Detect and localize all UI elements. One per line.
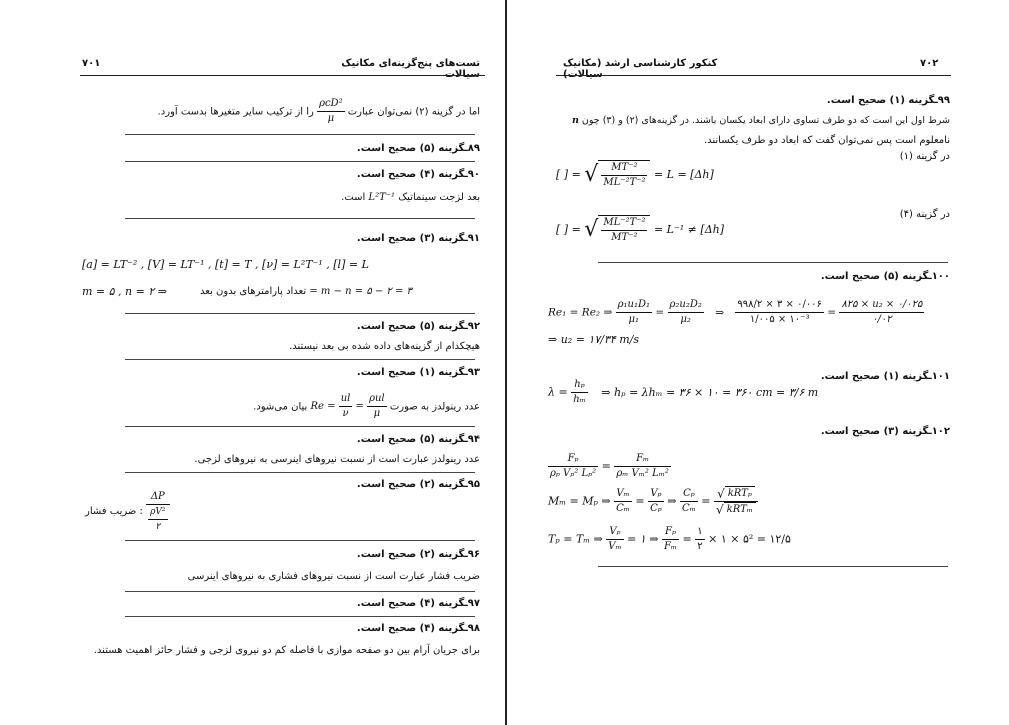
- q101-frac: [571, 378, 588, 407]
- left-header-rule: [80, 75, 485, 76]
- q94-number: ۹۴ـ: [464, 434, 480, 445]
- q102-e2-sqrt-num: kRTₚ: [725, 486, 755, 501]
- q102-e3-half-num: ۱: [695, 525, 704, 540]
- separator: [125, 359, 475, 360]
- q99-eq4: [556, 215, 724, 245]
- q102-e3-half-den: ۲: [697, 541, 703, 552]
- separator: [125, 218, 475, 219]
- separator: [125, 134, 475, 135]
- q95-inner-den: ۲: [155, 522, 161, 532]
- q90-number: ۹۰ـ: [464, 169, 480, 180]
- q99-body2: نامعلوم است پس نمی‌توان گفت که ابعاد دو طرف یکسانند.: [703, 135, 950, 146]
- q100-arrow: ⇒: [715, 306, 725, 319]
- separator: [125, 313, 475, 314]
- q100-frac1-num: ρ₁u₁D₁: [616, 298, 652, 313]
- intro-text-after: را از ترکیب سایر متغیرها بدست آورد.: [157, 106, 314, 118]
- q92-body: هیچکدام از گزینه‌های داده شده بی بعد نیستند.: [289, 341, 480, 352]
- q91-mn: m = ۵ , n = ۲ ⇒: [82, 285, 167, 298]
- q99-eq4-den: MT⁻²: [611, 232, 638, 243]
- q102-e2-lhs: Mₘ = Mₚ ⇒: [548, 494, 611, 508]
- q97-number: ۹۷ـ: [464, 598, 480, 609]
- q102-e1-frac1-den: ρₚ Vₚ² Lₚ²: [550, 468, 597, 479]
- q94-body: عدد رینولدز عبارت است از نسبت نیروهای اینرسی به نیروهای لزجی.: [194, 454, 480, 465]
- q100-lhs: Re₁ = Re₂ ⇒: [548, 306, 613, 319]
- q100-frac1: [616, 298, 652, 327]
- q102-e3-frac2-den: Fₘ: [663, 541, 678, 552]
- q102-e2-frac2: [648, 487, 664, 516]
- q101-frac-den: hₘ: [573, 394, 586, 405]
- q93-body: [225, 392, 480, 421]
- q101-lhs: λ =: [548, 385, 568, 399]
- separator: [125, 161, 475, 162]
- intro-fraction: [317, 97, 345, 126]
- q95-number: ۹۵ـ: [464, 479, 480, 490]
- q91-count-eq: = m − n = ۵ − ۲ = ۳: [309, 286, 412, 297]
- sqrt-icon: √: [716, 502, 724, 517]
- q95-inner-frac: [148, 505, 167, 534]
- intro-text-before: اما در گزینه (۲) نمی‌توان عبارت: [347, 106, 480, 118]
- q91-answer-text: گزینه (۳) صحیح است.: [356, 233, 465, 244]
- q97-answer-text: گزینه (۴) صحیح است.: [356, 598, 465, 609]
- right-header-title: کنکور کارشناسی ارشد (مکانیک سیالات): [563, 58, 718, 80]
- q96-answer-text: گزینه (۲) صحیح است.: [356, 549, 465, 560]
- q93-frac2: [367, 392, 387, 421]
- q93-frac2-num: ρul: [367, 392, 387, 407]
- q102-e3-frac1-num: Vₚ: [606, 525, 623, 540]
- right-page-number: ۷۰۲: [920, 58, 939, 69]
- q102-e2-frac1-num: Vₘ: [614, 487, 632, 502]
- q99-body1-text: شرط اول این است که دو طرف تساوی دارای ابعاد یکسان باشند. در گزینه‌های (۲) و (۳) چون: [581, 115, 950, 126]
- q98-number: ۹۸ـ: [464, 623, 480, 634]
- left-header-title: تست‌های پنج‌گزینه‌ای مکانیک سیالات: [341, 58, 480, 80]
- sqrt-icon: √: [717, 486, 725, 501]
- sqrt-icon: √: [584, 162, 599, 187]
- q102-e1-frac2-den: ρₘ Vₘ² Lₘ²: [616, 468, 669, 479]
- q98-answer: [250, 622, 480, 636]
- q100-result: ⇒ u₂ = ۱۷/۳۴ m/s: [548, 333, 640, 346]
- q100-number: ۱۰۰ـ: [928, 271, 950, 282]
- q102-e2-frac1: [614, 487, 632, 516]
- q95-frac-num: ΔP: [146, 490, 169, 505]
- q99-eq1-sqrt: [598, 160, 650, 190]
- q102-e3-frac2: [662, 525, 679, 554]
- intro-frac-num: ρcD²: [317, 97, 345, 112]
- separator: [598, 262, 948, 263]
- q90-body-before: بعد لزجت سینماتیک: [398, 192, 480, 203]
- q102-e2-frac2-den: Cₚ: [650, 503, 662, 514]
- q93-frac2-den: μ: [373, 408, 381, 419]
- q90-answer-text: گزینه (۴) صحیح است.: [356, 169, 465, 180]
- separator: [598, 566, 948, 567]
- q100-frac3-den: ۱/۰۰۵ × ۱۰⁻³: [749, 314, 810, 325]
- q99-opt4-label: در گزینه (۴): [899, 209, 950, 220]
- q102-e3-frac1: [606, 525, 623, 554]
- q99-number: ۹۹ـ: [934, 95, 950, 106]
- q101-answer-text: گزینه (۱) صحیح است.: [820, 371, 929, 382]
- q99-body1: [553, 114, 950, 128]
- intro-line: [157, 97, 480, 126]
- q100-answer: [708, 270, 950, 284]
- q99-eq1-rhs: = L = [Δh]: [653, 168, 714, 181]
- q92-answer-text: گزینه (۵) صحیح است.: [356, 321, 465, 332]
- q93-body-before: عدد رینولدز به صورت: [389, 401, 480, 413]
- q99-eq4-sqrt: [598, 215, 650, 245]
- q93-frac1-den: ν: [342, 408, 349, 419]
- q93-formula: Re = $\frac{ul}{\nu}$ = $\frac{\text{ρul}}{\mu}$: [310, 393, 385, 419]
- q93-answer-text: گزینه (۱) صحیح است.: [356, 367, 465, 378]
- q93-body-after: بیان می‌شود.: [253, 401, 308, 413]
- q99-opt1-label: در گزینه (۱): [899, 151, 950, 162]
- q93-frac1-num: ul: [339, 392, 353, 407]
- q96-answer: [250, 548, 480, 562]
- sqrt-icon: √: [584, 217, 599, 242]
- q102-e1-frac1: [548, 452, 598, 481]
- q102-number: ۱۰۲ـ: [928, 426, 950, 437]
- q93-number: ۹۳ـ: [464, 367, 480, 378]
- q99-eq1-num: MT⁻²: [601, 161, 647, 176]
- separator: [125, 616, 475, 617]
- q100-frac2-den: μ₂: [680, 314, 691, 325]
- q98-answer-text: گزینه (۴) صحیح است.: [356, 623, 465, 634]
- q102-e1-frac1-num: Fₚ: [548, 452, 598, 467]
- q100-frac4-den: ۰/۰۲: [872, 314, 892, 325]
- q95-inner-num: ρV²: [148, 505, 167, 520]
- q102-eq3: Tₚ = Tₘ ⇒ $\frac{\text{Vₚ}}{\text{Vₘ}}$ = ۱ ⇒ $\frac{\text{Fₚ}}{\text{Fₘ}}$ = $\frac{۱}{۲}$ × ۱ × ۵² = ۱۲/۵: [548, 526, 791, 552]
- left-page-number: ۷۰۱: [82, 58, 101, 69]
- q95-answer: [250, 478, 480, 492]
- q102-e2-frac3-den: Cₘ: [682, 503, 696, 514]
- q93-answer: [250, 366, 480, 380]
- q102-e2-frac3: [680, 487, 698, 516]
- q89-answer: [250, 142, 480, 156]
- q92-number: ۹۲ـ: [464, 321, 480, 332]
- right-header-rule: [556, 75, 951, 76]
- q102-answer-text: گزینه (۳) صحیح است.: [820, 426, 929, 437]
- q100-frac4-num: ۸۲۵ × u₂ × ۰/۰۲۵: [839, 298, 924, 313]
- q101-number: ۱۰۱ـ: [928, 371, 950, 382]
- q101-frac-num: hₚ: [571, 378, 588, 393]
- separator: [125, 472, 475, 473]
- separator: [125, 591, 475, 592]
- q94-answer: [250, 433, 480, 447]
- q100-frac4: [839, 298, 924, 327]
- q102-e2-frac1-den: Cₘ: [616, 503, 630, 514]
- q97-answer: [250, 597, 480, 611]
- q90-body-after: است.: [341, 192, 366, 203]
- q99-eq4-num: ML⁻²T⁻²: [601, 216, 647, 231]
- q102-e3-frac1-den: Vₘ: [608, 541, 622, 552]
- q99-eq1-lhs: [ ] =: [556, 168, 581, 181]
- q91-count-text: تعداد پارامترهای بدون بعد: [200, 286, 307, 297]
- q100-answer-text: گزینه (۵) صحیح است.: [820, 271, 929, 282]
- q91-number: ۹۱ـ: [464, 233, 480, 244]
- q102-e3-frac2-num: Fₚ: [662, 525, 679, 540]
- q100-frac3: [735, 298, 824, 327]
- q102-e2-frac4: [714, 486, 758, 517]
- q102-e2-frac3-num: Cₚ: [680, 487, 698, 502]
- intro-frac-den: μ: [327, 113, 335, 124]
- q100-frac2-num: ρ₂u₂D₂: [668, 298, 704, 313]
- q99-body1-math: n: [571, 115, 579, 126]
- q96-body: ضریب فشار عبارت است از نسبت نیروهای فشاری به نیروهای اینرسی: [187, 571, 480, 582]
- q101-eq: [548, 378, 818, 407]
- q89-answer-text: گزینه (۵) صحیح است.: [356, 143, 465, 154]
- q100-frac1-den: μ₁: [628, 314, 640, 325]
- q102-e3-lhs: Tₚ = Tₘ ⇒: [548, 532, 603, 546]
- separator: [125, 426, 475, 427]
- q99-answer: [708, 94, 950, 108]
- q99-answer-text: گزینه (۱) صحیح است.: [826, 95, 935, 106]
- q95-frac: [146, 490, 169, 534]
- q90-body: [250, 191, 480, 205]
- q99-eq4-frac: [601, 216, 647, 245]
- q102-e2-frac4-num: [714, 486, 758, 502]
- q102-e2-frac4-den: [714, 502, 758, 517]
- q99-eq1: [556, 160, 714, 190]
- q100-frac3-num: ۹۹۸/۲ × ۳ × ۰/۰۰۶: [735, 298, 824, 313]
- q99-eq4-lhs: [ ] =: [556, 223, 581, 236]
- q102-e1-frac2: [614, 452, 671, 481]
- q95-formula: [85, 490, 170, 534]
- q89-number: ۸۹ـ: [464, 143, 480, 154]
- q102-answer: [708, 425, 950, 439]
- q95-label: : ضریب فشار: [85, 506, 143, 517]
- q102-eq2: Mₘ = Mₚ ⇒ $\frac{\text{Vₘ}}{\text{Cₘ}}$ = $\frac{\text{Vₚ}}{\text{Cₚ}}$ ⇒ $\frac{\text{Cₚ}}{\text{Cₘ}}$ = $\frac{\text{√ kRTₚ}}{\text{√ kRTₘ}}$: [548, 486, 758, 517]
- q93-frac1: [339, 392, 353, 421]
- q102-e3-half: [695, 525, 704, 554]
- q99-eq1-den: ML⁻²T⁻²: [603, 177, 646, 188]
- q92-answer: [250, 320, 480, 334]
- q102-e1-frac2-num: Fₘ: [614, 452, 671, 467]
- q102-e3-rest: × ۱ × ۵² = ۱۲/۵: [708, 532, 791, 546]
- q91-answer: [250, 232, 480, 246]
- q94-answer-text: گزینه (۵) صحیح است.: [356, 434, 465, 445]
- q90-math: L²T⁻¹: [368, 192, 396, 203]
- q91-dimensions: [a] = LT⁻² , [V] = LT⁻¹ , [t] = T , [ν] = L²T⁻¹ , [l] = L: [82, 258, 369, 271]
- q99-eq4-rhs: = L⁻¹ ≠ [Δh]: [653, 223, 725, 236]
- q99-eq1-frac: [601, 161, 647, 190]
- q102-e3-mid: = ۱ ⇒: [627, 532, 659, 546]
- q90-answer: [250, 168, 480, 182]
- q95-answer-text: گزینه (۲) صحیح است.: [356, 479, 465, 490]
- q100-frac2: [668, 298, 704, 327]
- q96-number: ۹۶ـ: [464, 549, 480, 560]
- q101-rest: ⇒ hₚ = λhₘ = ۳۶ × ۱۰ = ۳۶۰ cm = ۳/۶ m: [601, 385, 819, 399]
- separator: [125, 540, 475, 541]
- q102-e2-frac2-num: Vₚ: [648, 487, 664, 502]
- q95-frac-den: [146, 505, 169, 534]
- q100-eq: Re₁ = Re₂ ⇒ $\frac{\text{ρ₁u₁D₁}}{\text{μ₁}}$ = $\frac{\text{ρ₂u₂D₂}}{\text{μ₂}}$ ⇒ $\frac{۹۹۸/۲ \times ۳ \times ۰/۰۰۶}{\text{۱/۰۰۵ × ۱۰⁻³}}$ = $\frac{\text{۸۲۵ × u₂ × ۰/۰۲۵}}{۰/۰۲}$: [548, 299, 923, 325]
- right-page: [508, 0, 1009, 725]
- q91-count: [200, 285, 480, 299]
- q102-eq1: $\frac{\text{Fₚ}}{\text{ρₚ Vₚ² Lₚ²}}$ = $\frac{\text{Fₘ}}{\text{ρₘ Vₘ² Lₘ²}}$: [550, 453, 669, 479]
- q93-re-lhs: Re =: [310, 401, 336, 412]
- q102-e2-sqrt-den: kRTₘ: [724, 502, 756, 517]
- q98-body: برای جریان آرام بین دو صفحه موازی با فاصله کم دو نیروی لزجی و فشار حائز اهمیت هستند.: [93, 645, 480, 656]
